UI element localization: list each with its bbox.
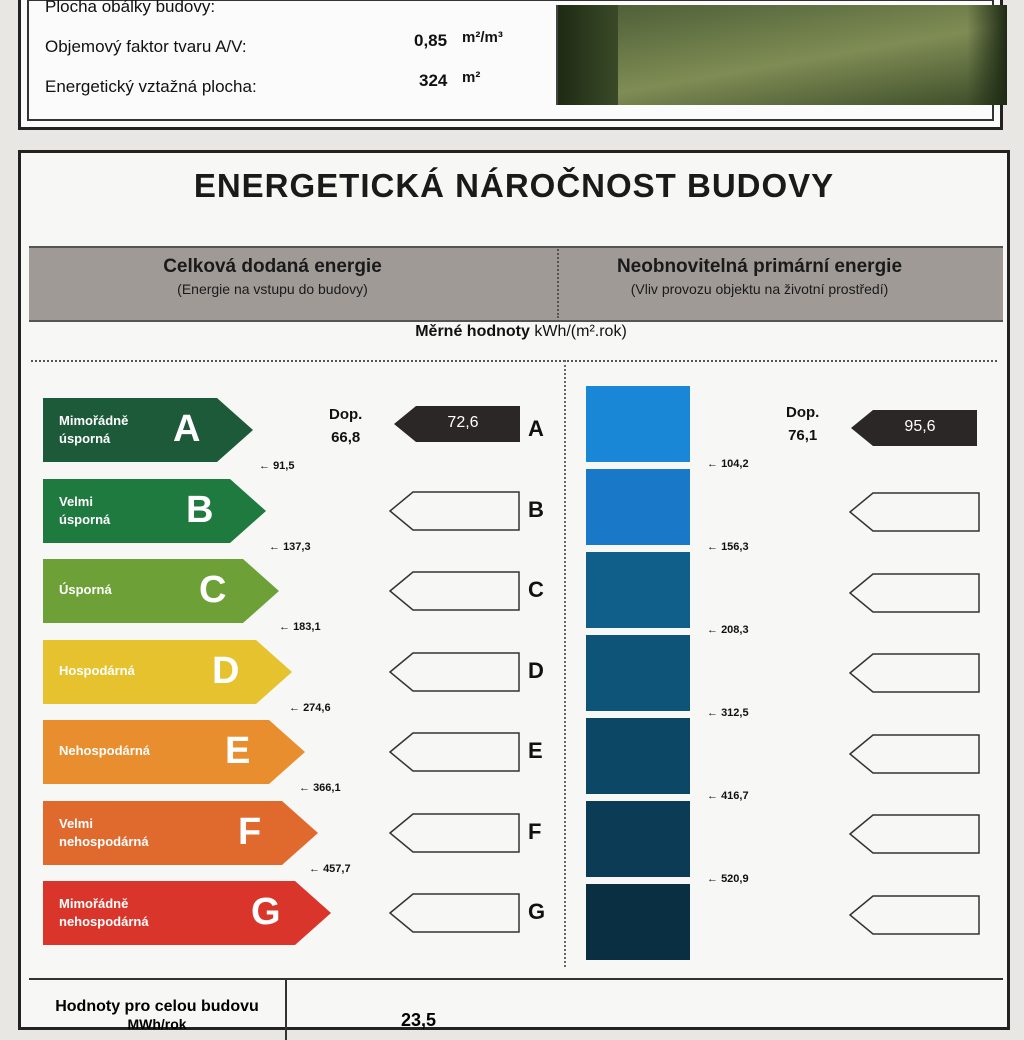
right-value: 95,6 (904, 418, 936, 435)
right-indicator-c (849, 573, 981, 613)
left-dop-value: 66,8 (331, 429, 361, 446)
whole-building-unit: MWh/rok (127, 1016, 187, 1032)
units-label: Měrné hodnoty (415, 323, 530, 340)
class-label-line: úsporná (59, 511, 111, 527)
left-column-subtitle: (Energie na vstupu do budovy) (177, 281, 368, 297)
class-f-letter: F (238, 810, 262, 853)
left-column-header (29, 256, 516, 297)
prop-value-reference-area: 324 (419, 71, 448, 90)
class-label-line: nehospodárná (59, 833, 149, 849)
class-b-label (59, 493, 110, 529)
left-indicator-letter-b: B (528, 496, 544, 522)
class-e-letter: E (225, 730, 251, 772)
class-a-label (59, 412, 128, 448)
units-unit: kWh/(m².rok) (534, 323, 627, 340)
right-column-title: Neobnovitelná primární energie (616, 256, 903, 277)
building-photo (556, 5, 1007, 105)
primary-energy-bar-f (586, 801, 690, 877)
left-threshold: ← 137,3 (269, 541, 311, 553)
right-column-header (516, 256, 1003, 297)
whole-building-value: 23,5 (401, 1010, 437, 1030)
energy-class-b (43, 479, 266, 543)
primary-energy-bar-a (586, 386, 690, 462)
left-indicator-b (389, 491, 521, 531)
energy-class-d (43, 640, 292, 704)
primary-energy-bar-e (586, 718, 690, 794)
units-line (21, 323, 1021, 341)
energy-label-box (18, 150, 1010, 1030)
building-info-inner (27, 0, 994, 121)
left-dop (329, 403, 362, 449)
left-threshold: ← 457,7 (309, 863, 351, 875)
primary-energy-bar-b (586, 469, 690, 545)
right-value-marker (851, 410, 977, 446)
class-d-letter: D (212, 649, 240, 692)
class-label-line: Nehospodárná (59, 743, 151, 758)
left-indicator-letter-g: G (528, 899, 546, 924)
class-label-line: Hospodárná (59, 662, 135, 678)
left-indicator-letter-a: A (528, 416, 544, 441)
right-dop-label: Dop. (786, 404, 820, 421)
right-threshold: ← 520,9 (707, 873, 749, 885)
left-column-title: Celková dodaná energie (163, 256, 382, 277)
class-g-letter: G (251, 891, 281, 933)
right-column-subtitle: (Vliv provozu objektu na životní prostředí) (630, 281, 889, 297)
header-divider (557, 246, 559, 318)
right-indicator-d (849, 653, 981, 693)
right-threshold: ← 416,7 (707, 790, 749, 802)
class-label-line: nehospodárná (59, 914, 149, 929)
class-g-label (59, 895, 149, 931)
right-dop-value: 76,1 (788, 427, 818, 444)
right-threshold: ← 312,5 (707, 707, 749, 719)
energy-class-f (43, 801, 318, 865)
right-indicator-f (849, 814, 981, 854)
energy-class-c (43, 559, 279, 623)
left-indicator-f (389, 813, 521, 853)
whole-building-label-cell (29, 980, 287, 1040)
left-indicator-c (389, 571, 521, 611)
primary-energy-bar-g (586, 884, 690, 960)
whole-building-label: Hodnoty pro celou budovu (55, 998, 259, 1015)
building-info-box (18, 0, 1003, 130)
right-threshold: ← 156,3 (707, 541, 749, 553)
prop-label-reference-area: Energetický vztažná plocha: (45, 77, 257, 96)
energy-class-a (43, 398, 253, 462)
class-b-letter: B (186, 488, 214, 531)
right-dop (786, 401, 819, 447)
left-indicator-letter-e: E (528, 738, 543, 763)
energy-class-g (43, 881, 331, 945)
left-threshold: ← 366,1 (299, 782, 341, 794)
class-label-line: Mimořádně (59, 413, 129, 428)
left-value-marker (394, 406, 520, 442)
right-indicator-e (849, 734, 981, 774)
prop-label-shape-factor: Objemový faktor tvaru A/V: (45, 37, 247, 56)
whole-building-row (29, 978, 1003, 1040)
left-indicator-e (389, 732, 521, 772)
class-c-letter: C (199, 569, 227, 611)
left-indicator-g (389, 893, 521, 933)
left-indicator-d (389, 652, 521, 692)
left-dop-label: Dop. (329, 406, 363, 423)
class-e-label (59, 742, 150, 760)
left-value: 72,6 (447, 414, 479, 431)
prop-label-envelope: Plocha obálky budovy: (45, 0, 216, 16)
right-indicator-g (849, 895, 981, 935)
prop-unit-reference-area: m² (462, 69, 481, 86)
energy-class-e (43, 720, 305, 784)
left-indicator-letter-c: C (528, 577, 544, 602)
left-threshold: ← 274,6 (289, 702, 331, 714)
column-header (29, 246, 1003, 322)
prop-value-shape-factor: 0,85 (414, 31, 448, 50)
class-label-line: Úsporná (59, 582, 112, 597)
class-c-label (59, 581, 112, 599)
class-label-line: Mimořádně (59, 896, 129, 911)
class-f-label (59, 815, 149, 851)
column-separator (564, 360, 566, 967)
right-indicator-b (849, 492, 981, 532)
left-threshold: ← 183,1 (279, 621, 321, 633)
primary-energy-bar-d (586, 635, 690, 711)
left-indicator-letter-d: D (528, 657, 544, 683)
class-label-line: úsporná (59, 431, 111, 446)
right-threshold: ← 104,2 (707, 458, 749, 470)
class-label-line: Velmi (59, 815, 93, 831)
class-d-label (59, 662, 135, 680)
class-a-letter: A (173, 408, 201, 450)
right-threshold: ← 208,3 (707, 624, 749, 636)
units-separator (31, 360, 997, 362)
page-title: ENERGETICKÁ NÁROČNOST BUDOVY (193, 167, 835, 204)
left-indicator-letter-f: F (528, 818, 542, 844)
prop-unit-shape-factor: m²/m³ (462, 29, 503, 46)
left-threshold: ← 91,5 (259, 460, 294, 472)
primary-energy-bar-c (586, 552, 690, 628)
class-label-line: Velmi (59, 493, 93, 509)
